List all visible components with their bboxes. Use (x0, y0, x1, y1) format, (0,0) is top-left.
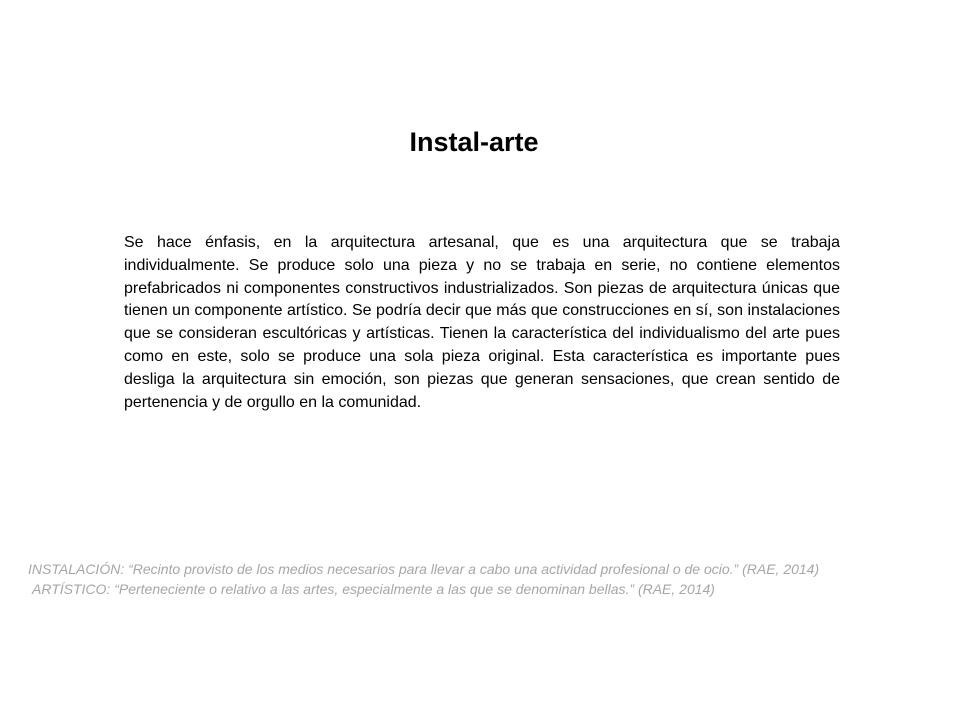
slide-title: Instal-arte (409, 127, 539, 157)
definition-artistico: ARTÍSTICO: “Perteneciente o relativo a las artes, especialmente a las que se denominan bellas.” (RAE, 2014) (32, 581, 715, 597)
definition-instalacion: INSTALACIÓN: “Recinto provisto de los medios necesarios para llevar a cabo una actividad profesional o de ocio.” (RAE, 2014) (28, 561, 820, 577)
definitions-notes (28, 559, 938, 599)
body-paragraph: Se hace énfasis, en la arquitectura artesanal, que es una arquitectura que se trabaja individualmente. Se produce solo una pieza y no se trabaja en serie, no contiene elementos prefabricados ni componentes constructivos industrializados. Son piezas de arquitectura únicas que tienen un componente artístico. Se podría decir que más que construcciones en sí, son instalaciones que se consideran escultóricas y artísticas. Tienen la característica del individualismo del arte pues como en este, solo se produce una sola pieza original. Esta característica es importante pues desliga la arquitectura sin emoción, son piezas que generan sensaciones, que crean sentido de pertenencia y de orgullo en la comunidad. (124, 234, 840, 411)
